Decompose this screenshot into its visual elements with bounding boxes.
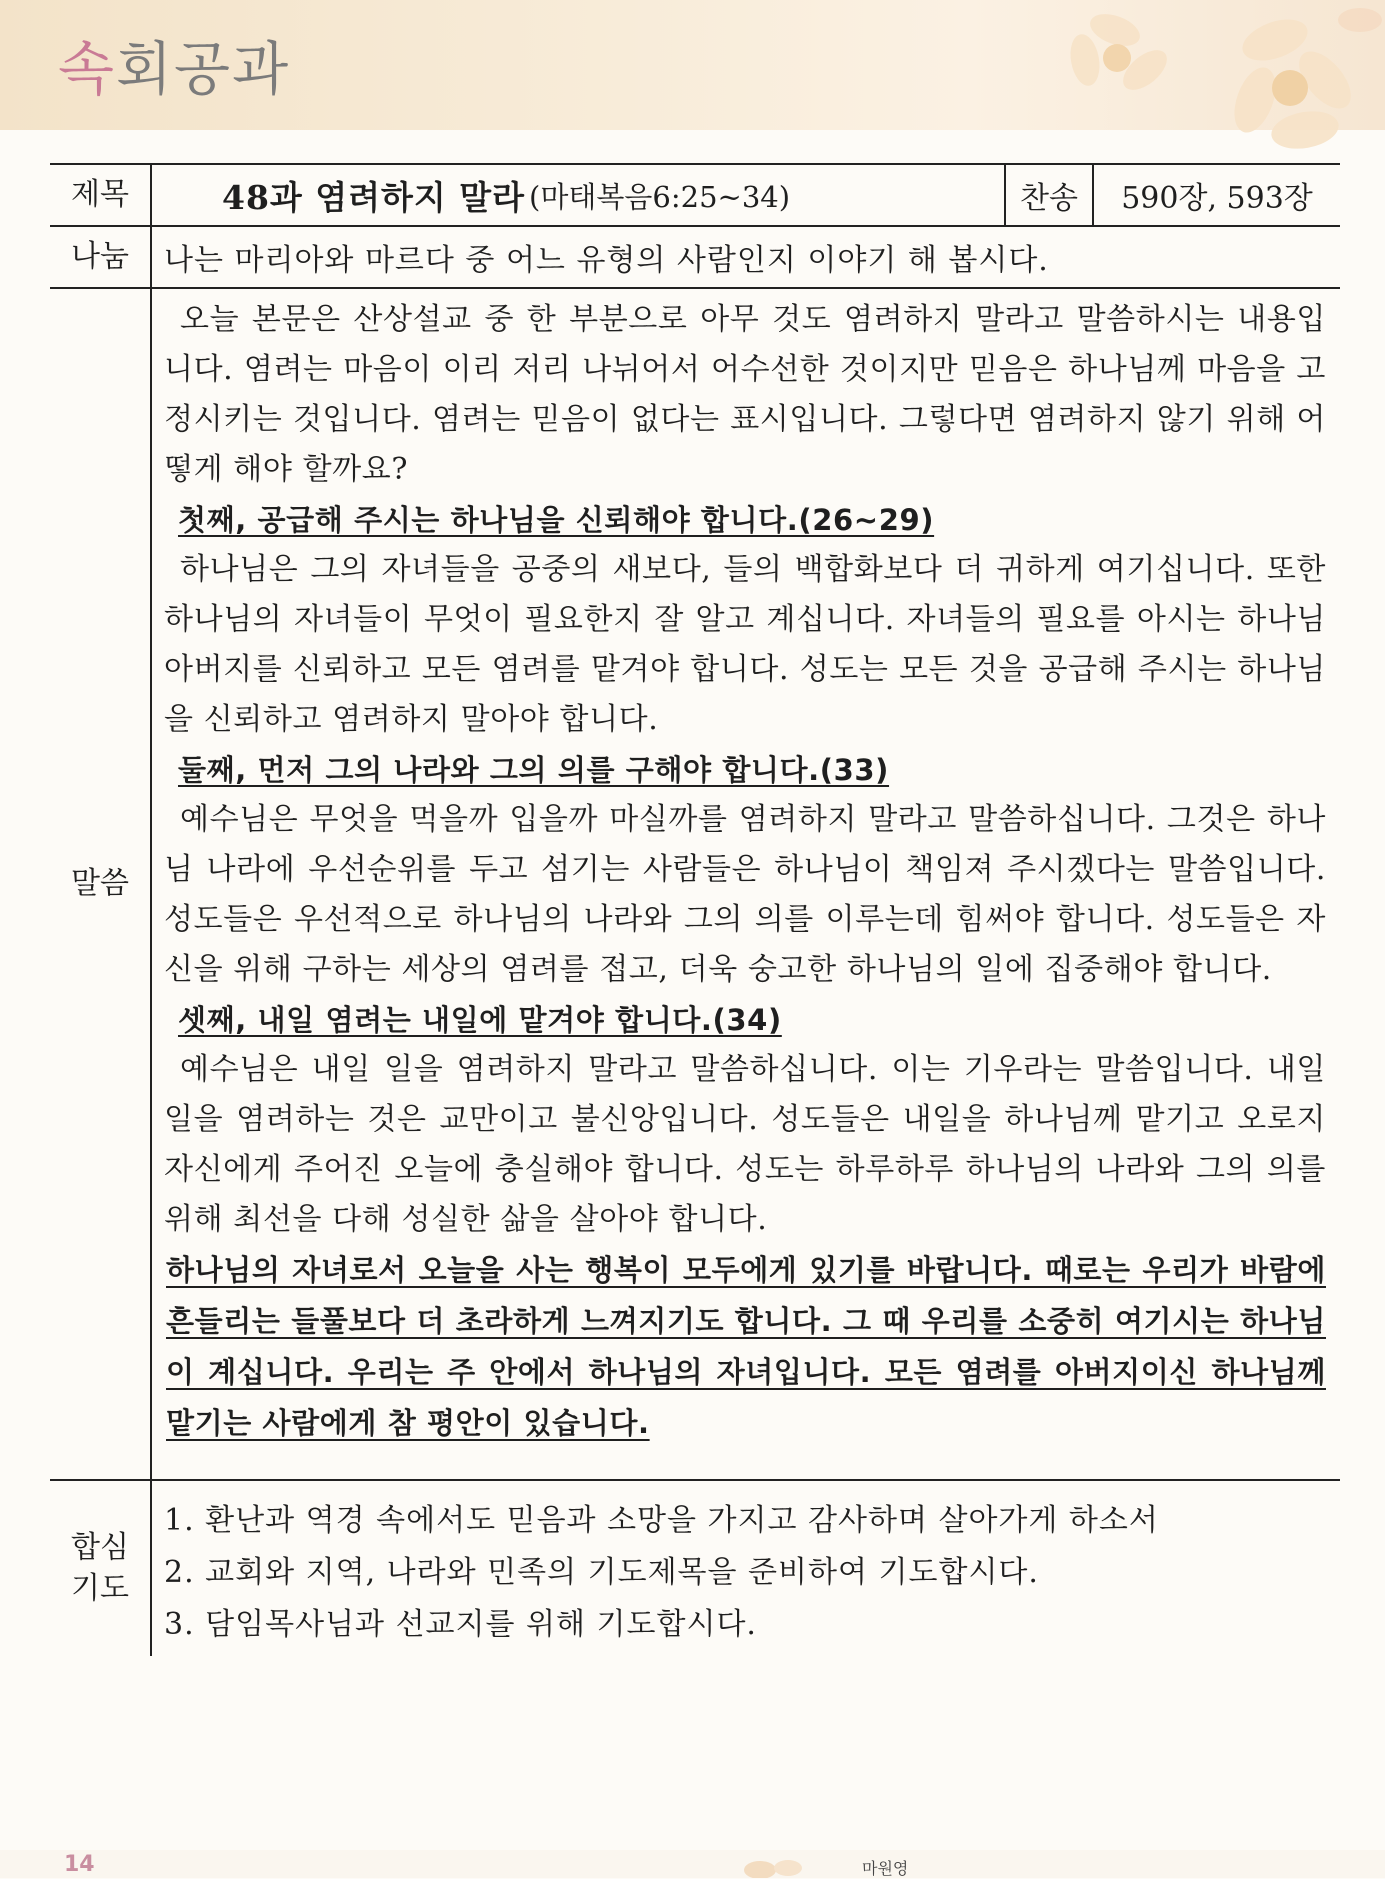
sermon-label: 말씀 <box>50 289 152 1479</box>
sermon-row <box>50 289 1340 1481</box>
sermon-body <box>152 289 1340 1479</box>
page-title-rest: 회공과 <box>116 35 291 103</box>
prayer-row <box>50 1481 1340 1656</box>
prayer-list <box>152 1481 1340 1656</box>
worksheet-table <box>50 163 1340 1656</box>
prayer-item-3: 3. 담임목사님과 선교지를 위해 기도합시다. <box>164 1607 757 1642</box>
sermon-intro: 오늘 본문은 산상설교 중 한 부분으로 아무 것도 염려하지 말라고 말씀하시는 내용입니다. 염려는 마음이 이리 저리 나뉘어서 어수선한 것이지만 믿음은 하나님께 마음을 고정시키는 것입니다. 염려는 믿음이 없다는 표시입니다. 그렇다면 염려하지 않기 위해 어떻게 해야 할까요? <box>164 302 1326 487</box>
flower-decoration-icon <box>1055 0 1385 160</box>
lesson-title-cell <box>152 165 1004 225</box>
point-body-1: 하나님은 그의 자녀들을 공중의 새보다, 들의 백합화보다 더 귀하게 여기십니다. 또한 하나님의 자녀들이 무엇이 필요한지 잘 알고 계십니다. 자녀들의 필요를 아시는 하나님 아버지를 신뢰하고 모든 염려를 맡겨야 합니다. 성도는 모든 것을 공급해 주시는 하나님을 신뢰하고 염려하지 말아야 합니다. <box>164 552 1326 737</box>
hymn-label: 찬송 <box>1004 165 1094 225</box>
prayer-label <box>50 1481 152 1656</box>
prayer-item-2: 2. 교회와 지역, 나라와 민족의 기도제목을 준비하여 기도합시다. <box>164 1555 1039 1590</box>
page-number: 14 <box>64 1852 95 1877</box>
closing-paragraph: 하나님의 자녀로서 오늘을 사는 행복이 모두에게 있기를 바랍니다. 때로는 우리가 바람에 흔들리는 들풀보다 더 초라하게 느껴지기도 합니다. 그 때 우리를 소중히 여기시는 하나님이 계십니다. 우리는 주 안에서 하나님의 자녀입니다. 모든 염려를 아버지이신 하나님께 맡기는 사람에게 참 평안이 있습니다. <box>166 1253 1326 1440</box>
point-body-2: 예수님은 무엇을 먹을까 입을까 마실까를 염려하지 말라고 말씀하십니다. 그것은 하나님 나라에 우선순위를 두고 섬기는 사람들은 하나님이 책임져 주시겠다는 말씀입니다. 성도들은 우선적으로 하나님의 나라와 그의 의를 이루는데 힘써야 합니다. 성도들은 자신을 위해 구하는 세상의 염려를 접고, 더욱 숭고한 하나님의 일에 집중해야 합니다. <box>164 802 1326 987</box>
share-label: 나눔 <box>50 227 152 287</box>
prayer-item-1: 1. 환난과 역경 속에서도 믿음과 소망을 가지고 감사하며 살아가게 하소서 <box>164 1503 1159 1538</box>
title-label: 제목 <box>50 165 152 225</box>
page-title <box>58 22 290 106</box>
point-heading-1: 첫째, 공급해 주시는 하나님을 신뢰해야 합니다.(26~29) <box>178 503 935 537</box>
hymn-numbers: 590장, 593장 <box>1121 181 1313 216</box>
lesson-title: 48과 염려하지 말라 <box>222 177 526 217</box>
footer-flower-icon <box>740 1852 810 1878</box>
point-heading-3: 셋째, 내일 염려는 내일에 맡겨야 합니다.(34) <box>178 1003 782 1037</box>
point-body-3: 예수님은 내일 일을 염려하지 말라고 말씀하십니다. 이는 기우라는 말씀입니다. 내일 일을 염려하는 것은 교만이고 불신앙입니다. 성도들은 내일을 하나님께 맡기고 오로지 자신에게 주어진 오늘에 충실해야 합니다. 성도는 하루하루 하나님의 나라와 그의 의를 위해 최선을 다해 성실한 삶을 살아야 합니다. <box>164 1052 1326 1237</box>
share-text: 나는 마리아와 마르다 중 어느 유형의 사람인지 이야기 해 봅시다. <box>164 243 1049 278</box>
share-row <box>50 227 1340 289</box>
footer-note: 마원영 <box>862 1859 909 1878</box>
scripture-reference: (마태복음6:25~34) <box>529 179 791 214</box>
point-heading-2: 둘째, 먼저 그의 나라와 그의 의를 구해야 합니다.(33) <box>178 753 890 787</box>
footer-bar <box>0 1850 1385 1878</box>
title-row <box>50 165 1340 227</box>
prayer-label-line-2: 기도 <box>71 1570 129 1606</box>
prayer-label-line-1: 합심 <box>71 1530 129 1565</box>
page-title-accent: 속 <box>58 35 117 103</box>
